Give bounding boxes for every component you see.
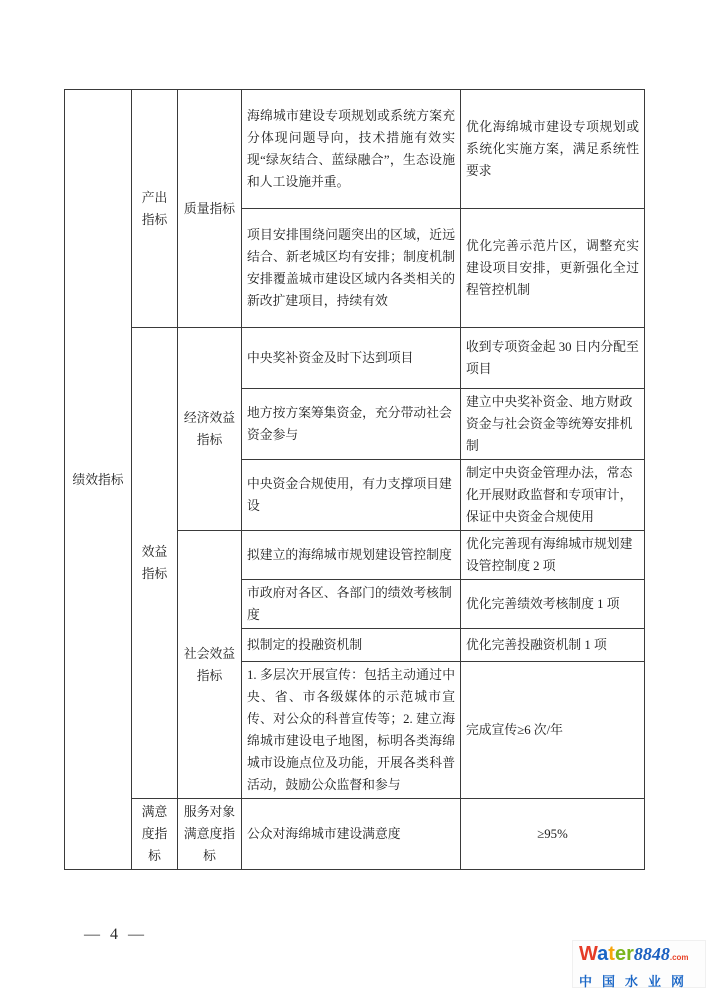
cell-target: 优化完善现有海绵城市规划建设管控制度 2 项 — [461, 531, 645, 580]
cell-indicator: 拟制定的投融资机制 — [242, 629, 461, 662]
cell-target: 优化海绵城市建设专项规划或系统化实施方案，满足系统性要求 — [461, 90, 645, 209]
cell-group-output: 产出指标 — [132, 90, 178, 328]
table-row — [65, 328, 645, 389]
cell-indicator: 中央资金合规使用，有力支撑项目建设 — [242, 460, 461, 531]
table-row — [65, 90, 645, 209]
page-number: — 4 — — [84, 926, 147, 943]
cell-subgroup-economic: 经济效益指标 — [178, 328, 242, 531]
logo-subtitle: 中国水业网 — [579, 974, 695, 989]
logo-wordmark — [579, 943, 700, 969]
cell-indicator: 海绵城市建设专项规划或系统方案充分体现问题导向，技术措施有效实现“绿灰结合、蓝绿融合”，生态设施和人工设施并重。 — [242, 90, 461, 209]
cell-indicator: 1. 多层次开展宣传：包括主动通过中央、省、市各级媒体的示范城市宣传、对公众的科普宣传等；2. 建立海绵城市建设电子地图，标明各类海绵城市设施点位及功能，开展各类科普活动，鼓励公众监督和参与 — [242, 662, 461, 799]
table-row — [65, 799, 645, 870]
logo-letter: W — [579, 943, 598, 965]
cell-subgroup-quality: 质量指标 — [178, 90, 242, 328]
cell-indicator: 市政府对各区、各部门的绩效考核制度 — [242, 580, 461, 629]
logo-letter: e — [614, 943, 627, 965]
cell-group-satisfaction: 满意度指标 — [132, 799, 178, 870]
cell-indicator: 拟建立的海绵城市规划建设管控制度 — [242, 531, 461, 580]
cell-target: ≥95% — [461, 799, 645, 870]
performance-indicator-table — [64, 89, 645, 870]
cell-indicator: 公众对海绵城市建设满意度 — [242, 799, 461, 870]
cell-target: 完成宣传≥6 次/年 — [461, 662, 645, 799]
cell-target: 收到专项资金起 30 日内分配至项目 — [461, 328, 645, 389]
logo-tld: .com — [669, 953, 689, 962]
logo-letter: r — [626, 943, 634, 965]
cell-indicator: 中央奖补资金及时下达到项目 — [242, 328, 461, 389]
cell-target: 优化完善绩效考核制度 1 项 — [461, 580, 645, 629]
cell-group-performance: 绩效指标 — [65, 90, 132, 870]
cell-subgroup-social: 社会效益指标 — [178, 531, 242, 799]
logo-number: 8848 — [633, 944, 670, 964]
cell-target: 优化完善示范片区，调整充实建设项目安排，更新强化全过程管控机制 — [461, 209, 645, 328]
logo-letter: a — [597, 943, 609, 965]
cell-target: 建立中央奖补资金、地方财政资金与社会资金等统筹安排机制 — [461, 389, 645, 460]
cell-target: 优化完善投融资机制 1 项 — [461, 629, 645, 662]
cell-group-benefit: 效益指标 — [132, 328, 178, 799]
cell-subgroup-service-satisfaction: 服务对象满意度指标 — [178, 799, 242, 870]
water8848-logo — [572, 940, 706, 988]
cell-indicator: 地方按方案筹集资金，充分带动社会资金参与 — [242, 389, 461, 460]
logo-letter: t — [608, 943, 615, 965]
cell-indicator: 项目安排围绕问题突出的区域，近远结合、新老城区均有安排；制度机制安排覆盖城市建设区域内各类相关的新改扩建项目，持续有效 — [242, 209, 461, 328]
cell-target: 制定中央资金管理办法，常态化开展财政监督和专项审计，保证中央资金合规使用 — [461, 460, 645, 531]
